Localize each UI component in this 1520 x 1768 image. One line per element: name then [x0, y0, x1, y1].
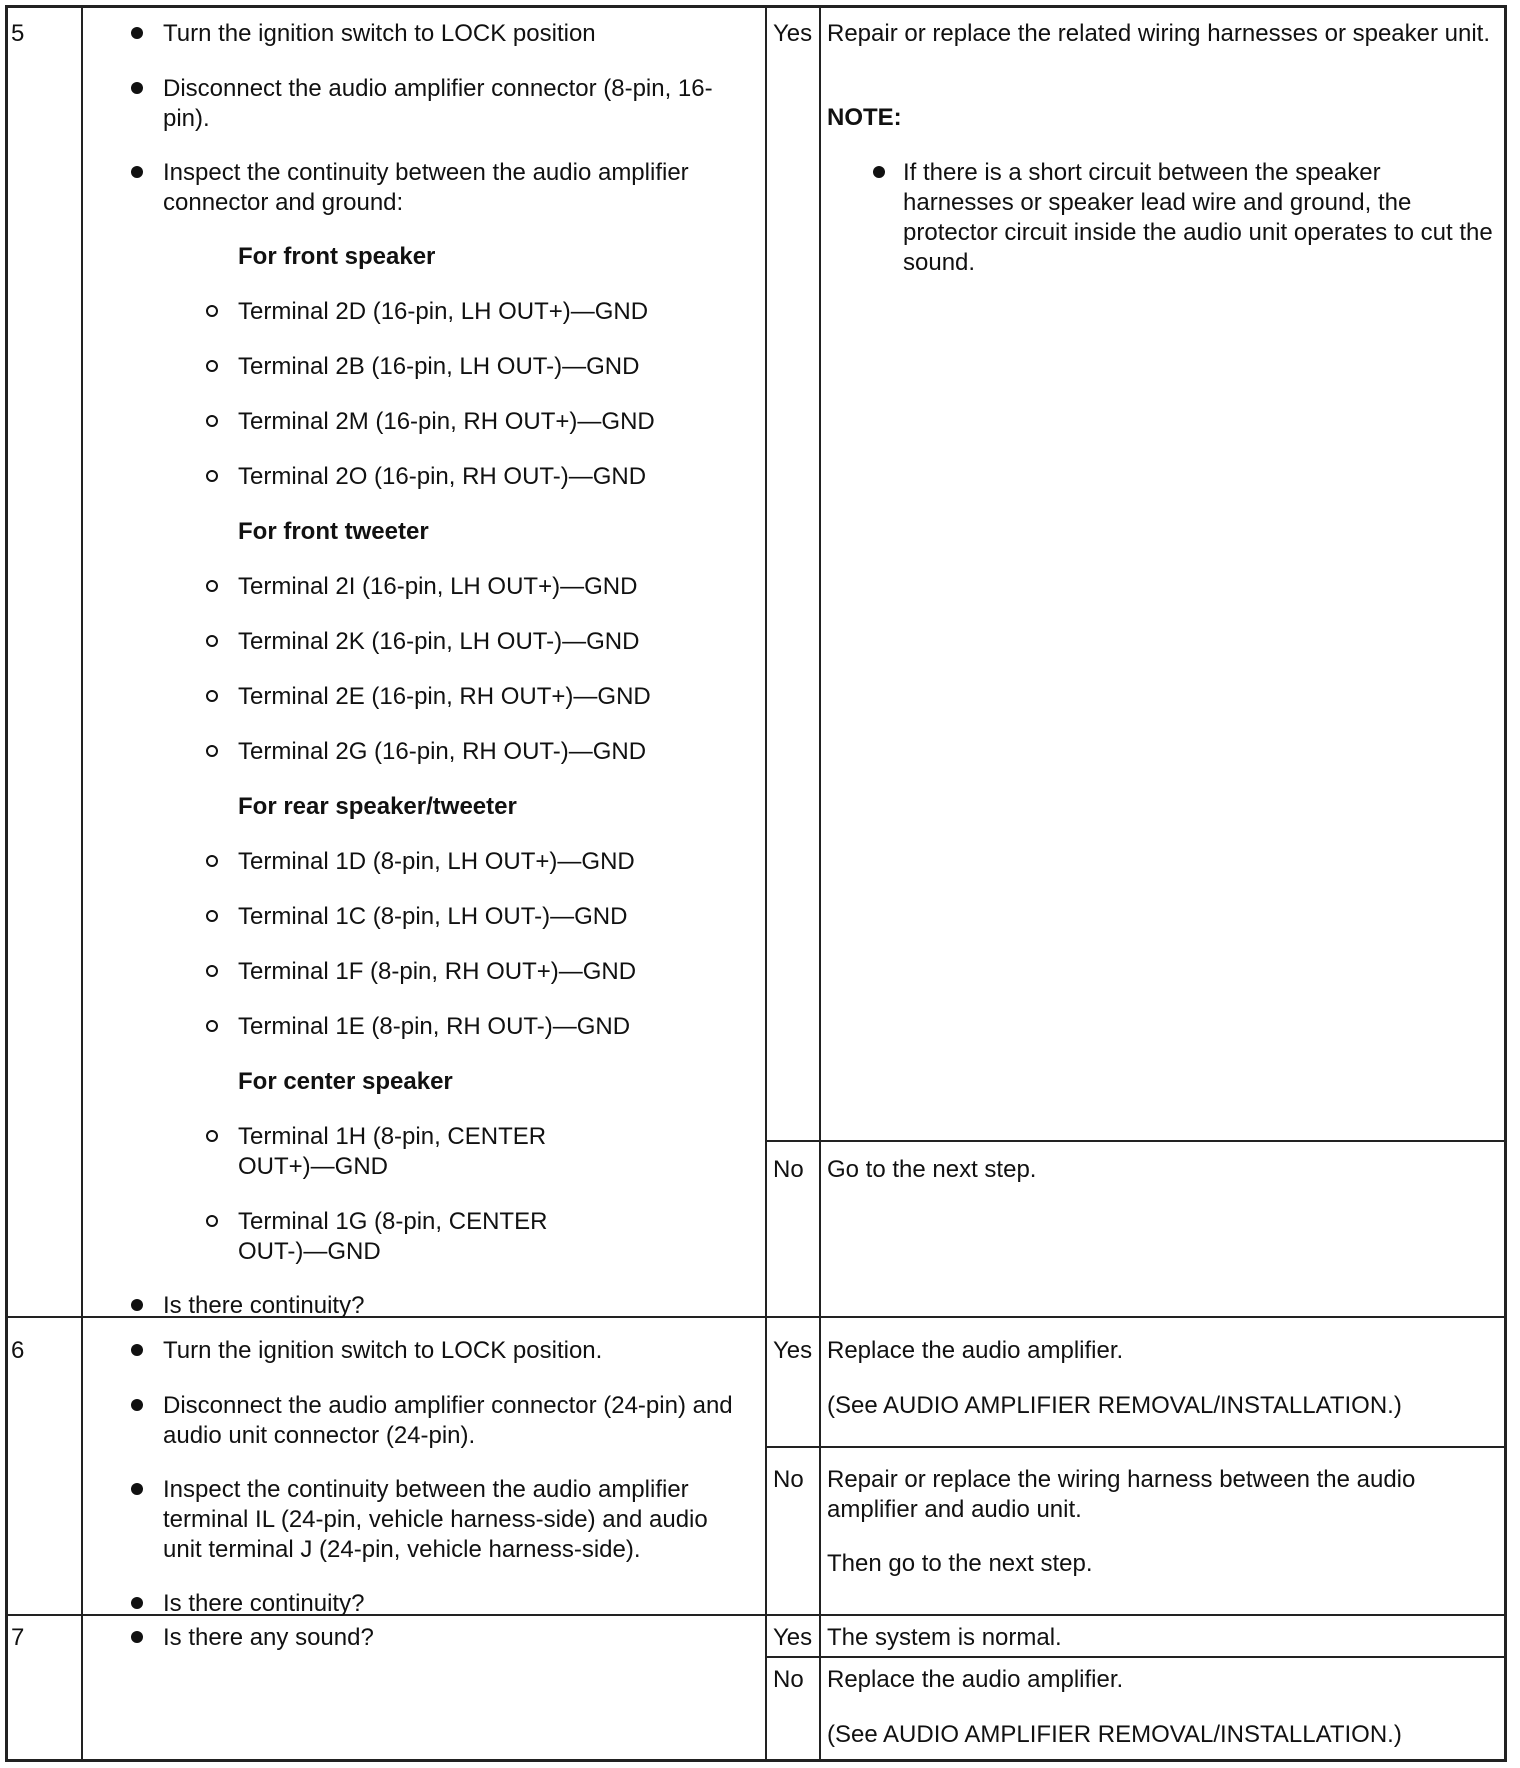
yes-label: Yes [773, 1337, 813, 1364]
yes-action: Repair or replace the related wiring harnesses or speaker unit. [827, 20, 1491, 47]
step7-yes-no-divider [765, 1656, 1507, 1658]
reference: (See AUDIO AMPLIFIER REMOVAL/INSTALLATION.) [827, 1392, 1402, 1419]
terminal-item: Terminal 1C (8-pin, LH OUT-)—GND [238, 903, 628, 930]
circle-bullet-icon [206, 470, 218, 482]
bullet-icon [131, 1631, 143, 1643]
bullet-icon [131, 1483, 143, 1495]
table-border-right [1504, 5, 1507, 1762]
bullet-icon [131, 1344, 143, 1356]
circle-bullet-icon [206, 1020, 218, 1032]
terminal-item: Terminal 2O (16-pin, RH OUT-)—GND [238, 463, 647, 490]
yes-action: The system is normal. [827, 1624, 1062, 1651]
no-action: Go to the next step. [827, 1156, 1037, 1183]
question: Is there continuity? [163, 1590, 365, 1617]
bullet-icon [131, 82, 143, 94]
note-label: NOTE: [827, 104, 902, 131]
col-divider-step [81, 5, 83, 1762]
group-heading: For front speaker [238, 243, 436, 270]
circle-bullet-icon [206, 1130, 218, 1142]
circle-bullet-icon [206, 910, 218, 922]
step-number: 6 [11, 1337, 25, 1364]
circle-bullet-icon [206, 305, 218, 317]
circle-bullet-icon [206, 580, 218, 592]
col-divider-inspection [765, 5, 767, 1762]
circle-bullet-icon [206, 965, 218, 977]
circle-bullet-icon [206, 745, 218, 757]
circle-bullet-icon [206, 415, 218, 427]
no-followup: Then go to the next step. [827, 1550, 1093, 1577]
bullet-icon [131, 1299, 143, 1311]
terminal-item: Terminal 1D (8-pin, LH OUT+)—GND [238, 848, 635, 875]
no-action: Repair or replace the wiring harness between the audio amplifier and audio unit. [827, 1466, 1416, 1523]
instruction: Inspect the continuity between the audio amplifier connector and ground: [163, 159, 689, 216]
circle-bullet-icon [206, 635, 218, 647]
terminal-item: Terminal 2K (16-pin, LH OUT-)—GND [238, 628, 640, 655]
bullet-icon [131, 1399, 143, 1411]
yes-label: Yes [773, 20, 813, 47]
instruction: Disconnect the audio amplifier connector (8-pin, 16-pin). [163, 75, 713, 132]
reference: (See AUDIO AMPLIFIER REMOVAL/INSTALLATION.) [827, 1721, 1402, 1748]
instruction: Turn the ignition switch to LOCK position [163, 20, 596, 47]
step-number: 5 [11, 20, 25, 47]
group-heading: For front tweeter [238, 518, 429, 545]
bullet-icon [873, 166, 885, 178]
terminal-item: Terminal 2I (16-pin, LH OUT+)—GND [238, 573, 638, 600]
circle-bullet-icon [206, 360, 218, 372]
table-border-bottom [5, 1759, 1507, 1762]
bullet-icon [131, 166, 143, 178]
group-heading: For rear speaker/tweeter [238, 793, 517, 820]
yes-action: Replace the audio amplifier. [827, 1337, 1124, 1364]
no-label: No [773, 1666, 804, 1693]
bullet-icon [131, 1597, 143, 1609]
instruction: Inspect the continuity between the audio amplifier terminal IL (24-pin, vehicle harness-side) and audio unit terminal J (24-pin, vehicle harness-side). [163, 1476, 708, 1563]
group-heading: For center speaker [238, 1068, 453, 1095]
troubleshooting-table [5, 5, 1507, 1762]
table-border-left [5, 5, 8, 1762]
step-number: 7 [11, 1624, 25, 1651]
question: Is there continuity? [163, 1292, 365, 1319]
yes-label: Yes [773, 1624, 813, 1651]
terminal-item: Terminal 2D (16-pin, LH OUT+)—GND [238, 298, 649, 325]
instruction: Disconnect the audio amplifier connector (24-pin) and audio unit connector (24-pin). [163, 1392, 733, 1449]
no-label: No [773, 1466, 804, 1493]
step5-yes-no-divider [765, 1140, 1507, 1142]
instruction: Turn the ignition switch to LOCK position. [163, 1337, 603, 1364]
note-text: If there is a short circuit between the speaker harnesses or speaker lead wire and ground, the protector circuit inside the audio unit operates to cut the sound. [903, 159, 1493, 276]
no-label: No [773, 1156, 804, 1183]
no-action: Replace the audio amplifier. [827, 1666, 1124, 1693]
circle-bullet-icon [206, 690, 218, 702]
terminal-item: Terminal 1H (8-pin, CENTER OUT+)—GND [238, 1123, 547, 1180]
terminal-item: Terminal 1F (8-pin, RH OUT+)—GND [238, 958, 637, 985]
col-divider-result [819, 5, 821, 1762]
table-border-top [5, 5, 1507, 8]
question: Is there any sound? [163, 1624, 374, 1651]
terminal-item: Terminal 2G (16-pin, RH OUT-)—GND [238, 738, 647, 765]
terminal-item: Terminal 1E (8-pin, RH OUT-)—GND [238, 1013, 631, 1040]
bullet-icon [131, 27, 143, 39]
terminal-item: Terminal 2E (16-pin, RH OUT+)—GND [238, 683, 651, 710]
circle-bullet-icon [206, 855, 218, 867]
terminal-item: Terminal 2B (16-pin, LH OUT-)—GND [238, 353, 640, 380]
terminal-item: Terminal 1G (8-pin, CENTER OUT-)—GND [238, 1208, 548, 1265]
terminal-item: Terminal 2M (16-pin, RH OUT+)—GND [238, 408, 655, 435]
step6-yes-no-divider [765, 1446, 1507, 1448]
circle-bullet-icon [206, 1215, 218, 1227]
